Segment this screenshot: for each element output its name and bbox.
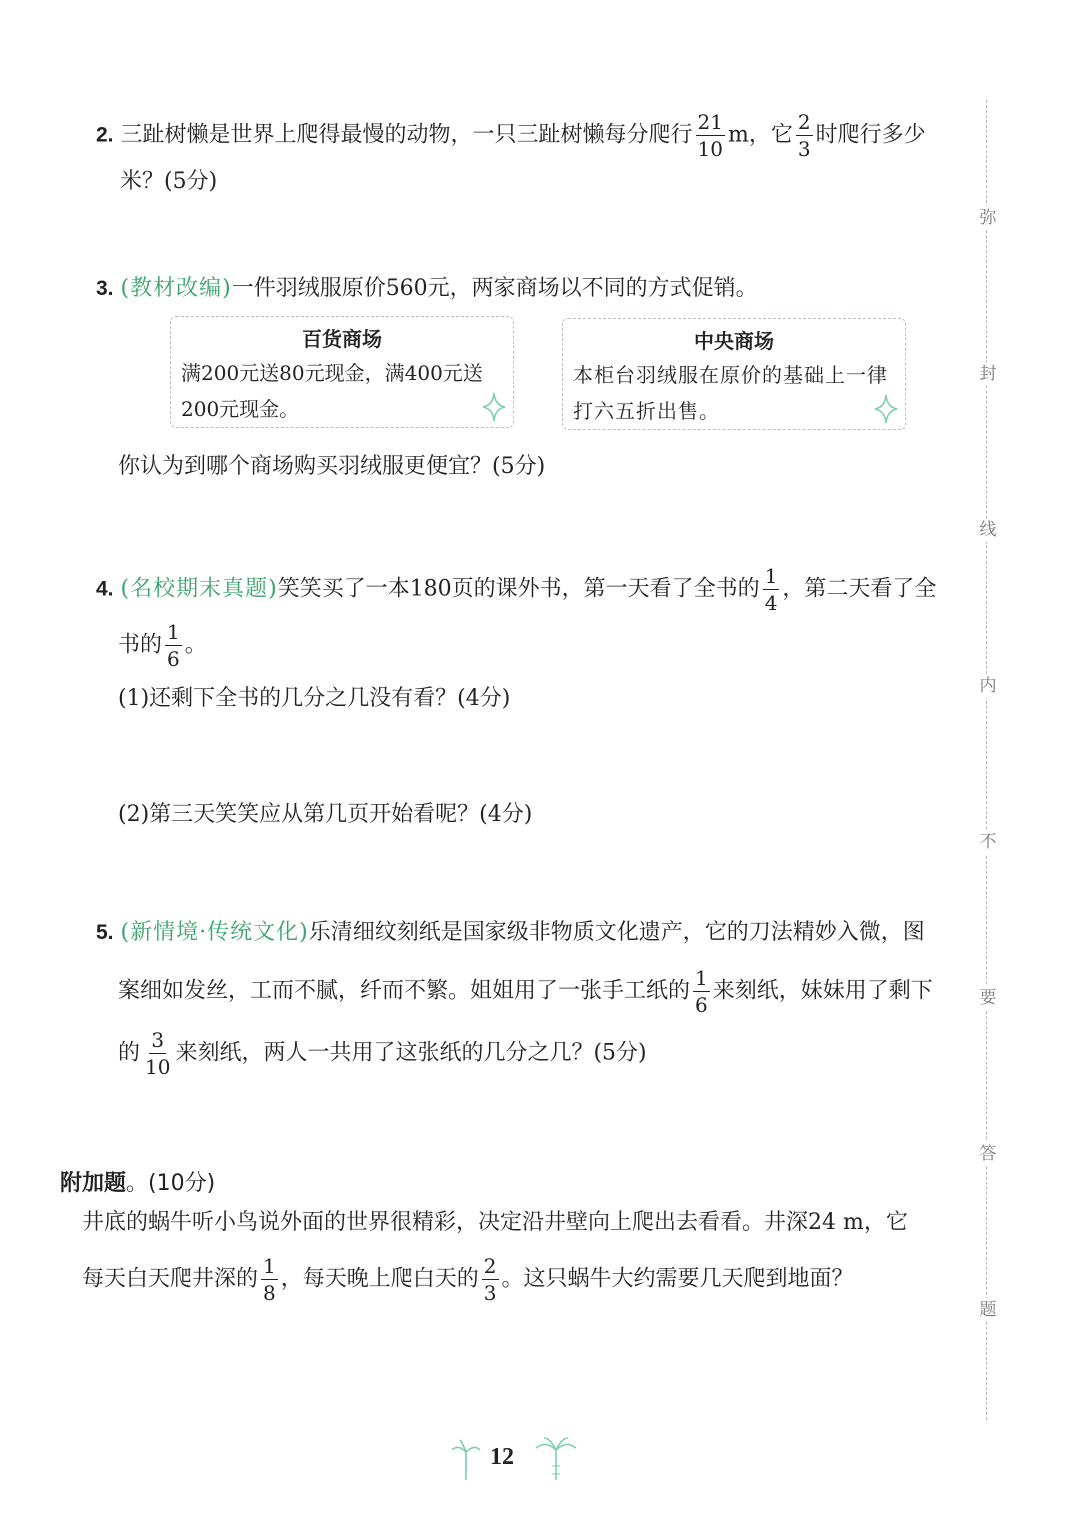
question-text: 每天白天爬井深的 (82, 1266, 259, 1292)
numerator: 1 (695, 966, 708, 990)
fraction (482, 1256, 499, 1303)
binding-dashed-line (986, 100, 997, 1420)
binding-char: 封 (976, 362, 1000, 386)
binding-char: 要 (976, 986, 1000, 1010)
binding-char: 题 (976, 1298, 1000, 1322)
question-5 (96, 918, 976, 948)
binding-char: 答 (976, 1142, 1000, 1166)
question-5-line-2 (118, 968, 933, 1015)
question-2 (96, 112, 976, 197)
question-text: 书的 (118, 632, 163, 658)
denominator: 3 (797, 137, 811, 161)
promo-box-text: 满200元送80元现金，满400元送200元现金。 (181, 361, 483, 421)
question-3-prompt: 你认为到哪个商场购买羽绒服更便宜？(5分) (118, 454, 546, 479)
question-text: 乐清细纹刻纸是国家级非物质文化遗产，它的刀法精妙入微，图 (308, 920, 925, 945)
question-tag: (名校期末真题) (120, 576, 278, 602)
binding-char: 内 (976, 674, 1000, 698)
fraction (796, 112, 813, 159)
fraction (696, 112, 725, 159)
question-tag: (新情境·传统文化) (120, 920, 309, 945)
fraction (143, 1030, 172, 1077)
footer-decoration (0, 1436, 1080, 1486)
question-text: m，它 (727, 122, 793, 148)
denominator: 6 (695, 993, 708, 1017)
sparkle-icon (481, 391, 507, 423)
question-text: 一件羽绒服原价560元，两家商场以不同的方式促销。 (231, 276, 758, 301)
denominator: 4 (764, 591, 778, 615)
fraction (693, 968, 710, 1015)
numerator: 2 (797, 110, 811, 134)
promo-box-title: 百货商场 (302, 327, 382, 351)
denominator: 6 (167, 647, 180, 671)
numerator: 1 (764, 564, 778, 588)
page-number: 12 (490, 1444, 514, 1470)
bonus-score: 。(10分) (126, 1171, 216, 1196)
denominator: 3 (483, 1281, 497, 1305)
denominator: 10 (697, 137, 723, 161)
question-text: 笑笑买了一本180页的课外书，第一天看了全书的 (277, 576, 760, 602)
question-text: ，每天晚上爬白天的 (280, 1266, 479, 1292)
question-number: 3. (96, 277, 114, 300)
question-text: 的 (118, 1040, 141, 1066)
numerator: 2 (483, 1254, 497, 1278)
promo-box-department-store (170, 316, 514, 428)
question-5-line-3 (118, 1030, 647, 1077)
denominator: 10 (145, 1055, 171, 1079)
question-text: 。这只蜗牛大约需要几天爬到地面？ (501, 1266, 854, 1292)
question-number: 5. (96, 921, 114, 944)
question-text: 米？(5分) (120, 169, 218, 194)
question-4-part-2: (2)第三天笑笑应从第几页开始看呢？(4分) (118, 802, 533, 827)
question-tag: (教材改编) (120, 276, 232, 301)
numerator: 1 (167, 620, 180, 644)
question-text: 。 (184, 632, 207, 658)
palm-tree-icon (452, 1440, 480, 1480)
fraction (165, 622, 182, 669)
bonus-heading: 附加题 (60, 1171, 127, 1196)
question-text: 案细如发丝，工而不腻，纤而不繁。姐姐用了一张手工纸的 (118, 978, 691, 1004)
sparkle-icon (873, 393, 899, 425)
question-4-part-1: (1)还剩下全书的几分之几没有看？(4分) (118, 686, 511, 711)
fraction (261, 1256, 278, 1303)
bonus-line-1: 井底的蜗牛听小鸟说外面的世界很精彩，决定沿井壁向上爬出去看看。井深24 m，它 (82, 1210, 908, 1235)
question-text: ，第二天看了全 (782, 576, 937, 602)
numerator: 1 (263, 1254, 276, 1278)
question-text: 时爬行多少 (815, 122, 926, 148)
promo-box-text: 本柜台羽绒服在原价的基础上一律打六五折出售。 (573, 363, 888, 423)
binding-char: 不 (976, 830, 1000, 854)
numerator: 21 (697, 110, 723, 134)
binding-char: 线 (976, 518, 1000, 542)
question-text: 来刻纸，妹妹用了剩下 (712, 978, 933, 1004)
promo-box-central-mall (562, 318, 906, 430)
numerator: 3 (151, 1028, 165, 1052)
promo-box-title: 中央商场 (694, 329, 774, 353)
question-text: 来刻纸，两人一共用了这张纸的几分之几？(5分) (175, 1040, 647, 1066)
question-4-line-2 (118, 622, 207, 669)
palm-tree-icon (536, 1438, 576, 1480)
fraction (763, 566, 780, 613)
bonus-title (60, 1166, 215, 1197)
question-number: 2. (96, 123, 114, 147)
binding-char: 弥 (976, 206, 1000, 230)
question-text: 三趾树懒是世界上爬得最慢的动物，一只三趾树懒每分爬行 (120, 122, 693, 148)
denominator: 8 (263, 1281, 276, 1305)
question-4 (96, 566, 976, 613)
question-number: 4. (96, 577, 114, 601)
bonus-line-2 (82, 1256, 972, 1303)
question-3 (96, 274, 976, 304)
